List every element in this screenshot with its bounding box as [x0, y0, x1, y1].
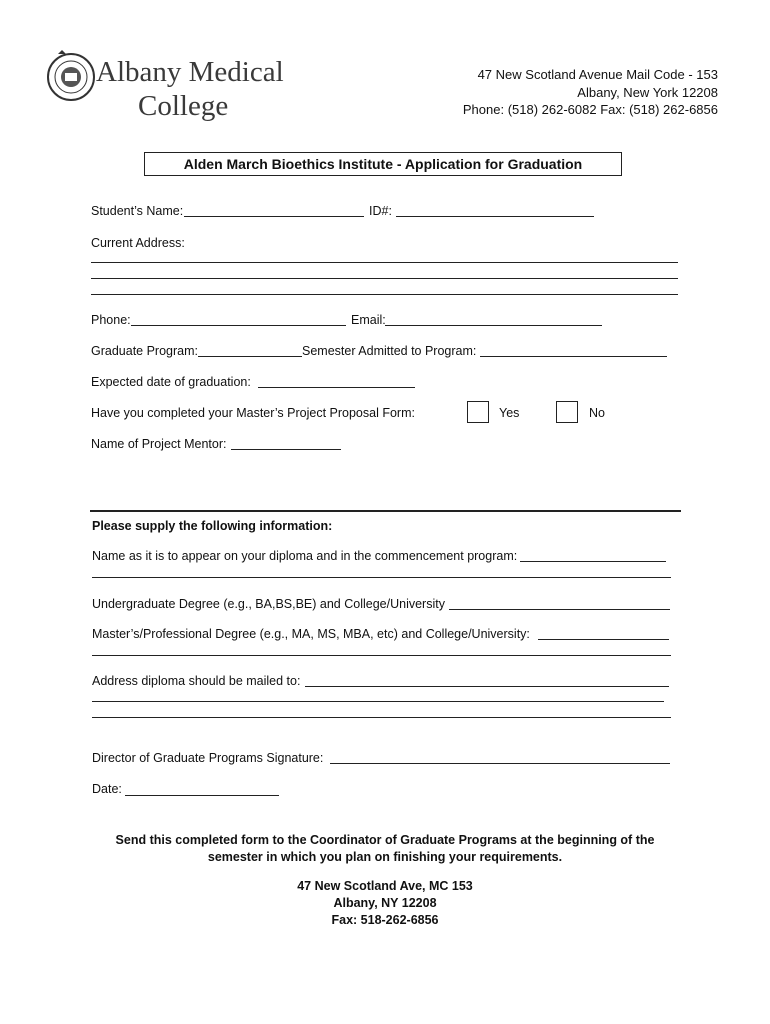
diploma-name-line-2[interactable] — [92, 577, 671, 578]
masters-degree-field[interactable] — [538, 639, 669, 640]
id-label: ID#: — [369, 204, 392, 218]
expected-graduation-field[interactable] — [258, 387, 415, 388]
mail-address-line-3[interactable] — [92, 717, 671, 718]
header-address — [463, 66, 718, 119]
diploma-name-field[interactable] — [520, 561, 666, 562]
diploma-name-label: Name as it is to appear on your diploma and in the commencement program: — [92, 549, 518, 563]
masters-degree-label: Master’s/Professional Degree (e.g., MA, MS, MBA, etc) and College/University: — [92, 627, 530, 641]
header-contact-line: Phone: (518) 262-6082 Fax: (518) 262-6856 — [462, 102, 718, 117]
header-address-line: 47 New Scotland Avenue Mail Code - 153 — [477, 67, 718, 82]
email-field[interactable] — [385, 325, 602, 326]
phone-field[interactable] — [131, 325, 346, 326]
header-address-line: Albany, New York 12208 — [577, 84, 718, 100]
semester-admitted-label: Semester Admitted to Program: — [302, 344, 477, 358]
phone-label: Phone: — [91, 313, 131, 327]
director-signature-field[interactable] — [330, 763, 670, 764]
semester-admitted-field[interactable] — [480, 356, 667, 357]
section-divider — [90, 510, 681, 512]
id-field[interactable] — [396, 216, 594, 217]
masters-degree-line-2[interactable] — [92, 655, 671, 656]
college-seal-logo — [44, 48, 98, 102]
current-address-line-3[interactable] — [91, 294, 678, 295]
director-signature-label: Director of Graduate Programs Signature: — [92, 751, 324, 765]
date-label: Date: — [92, 782, 122, 796]
yes-checkbox[interactable] — [467, 401, 489, 423]
email-label: Email: — [351, 313, 386, 327]
mail-address-line-2[interactable] — [92, 701, 664, 702]
submission-instructions — [0, 832, 770, 866]
proposal-question-label: Have you completed your Master’s Project Proposal Form: — [91, 406, 415, 420]
mentor-label: Name of Project Mentor: — [91, 437, 227, 451]
mail-address-field[interactable] — [305, 686, 669, 687]
mailing-address — [0, 878, 770, 929]
supply-heading: Please supply the following information: — [92, 519, 333, 533]
current-address-label: Current Address: — [91, 236, 185, 250]
expected-graduation-label: Expected date of graduation: — [91, 375, 251, 389]
mailing-address-line: Albany, NY 12208 — [333, 896, 437, 910]
no-checkbox[interactable] — [556, 401, 578, 423]
instruction-line: semester in which you plan on finishing your requirements. — [207, 850, 563, 864]
form-title: Alden March Bioethics Institute - Application for Graduation — [144, 152, 622, 176]
mail-address-label: Address diploma should be mailed to: — [92, 674, 301, 688]
mailing-address-line: 47 New Scotland Ave, MC 153 — [297, 879, 473, 893]
college-name-line2: College — [138, 90, 229, 122]
student-name-field[interactable] — [184, 216, 364, 217]
college-name-line1: Albany Medical — [96, 56, 284, 88]
mentor-field[interactable] — [231, 449, 341, 450]
graduate-program-field[interactable] — [198, 356, 302, 357]
mailing-fax-line: Fax: 518-262-6856 — [331, 913, 439, 927]
no-label: No — [589, 406, 605, 420]
date-field[interactable] — [125, 795, 279, 796]
current-address-line-2[interactable] — [91, 278, 678, 279]
yes-label: Yes — [499, 406, 520, 420]
student-name-label: Student’s Name: — [91, 204, 184, 218]
graduate-program-label: Graduate Program: — [91, 344, 198, 358]
current-address-line-1[interactable] — [91, 262, 678, 263]
undergrad-degree-field[interactable] — [449, 609, 670, 610]
instruction-line: Send this completed form to the Coordinator of Graduate Programs at the beginning of the — [115, 833, 655, 847]
undergrad-degree-label: Undergraduate Degree (e.g., BA,BS,BE) and College/University — [92, 597, 445, 611]
